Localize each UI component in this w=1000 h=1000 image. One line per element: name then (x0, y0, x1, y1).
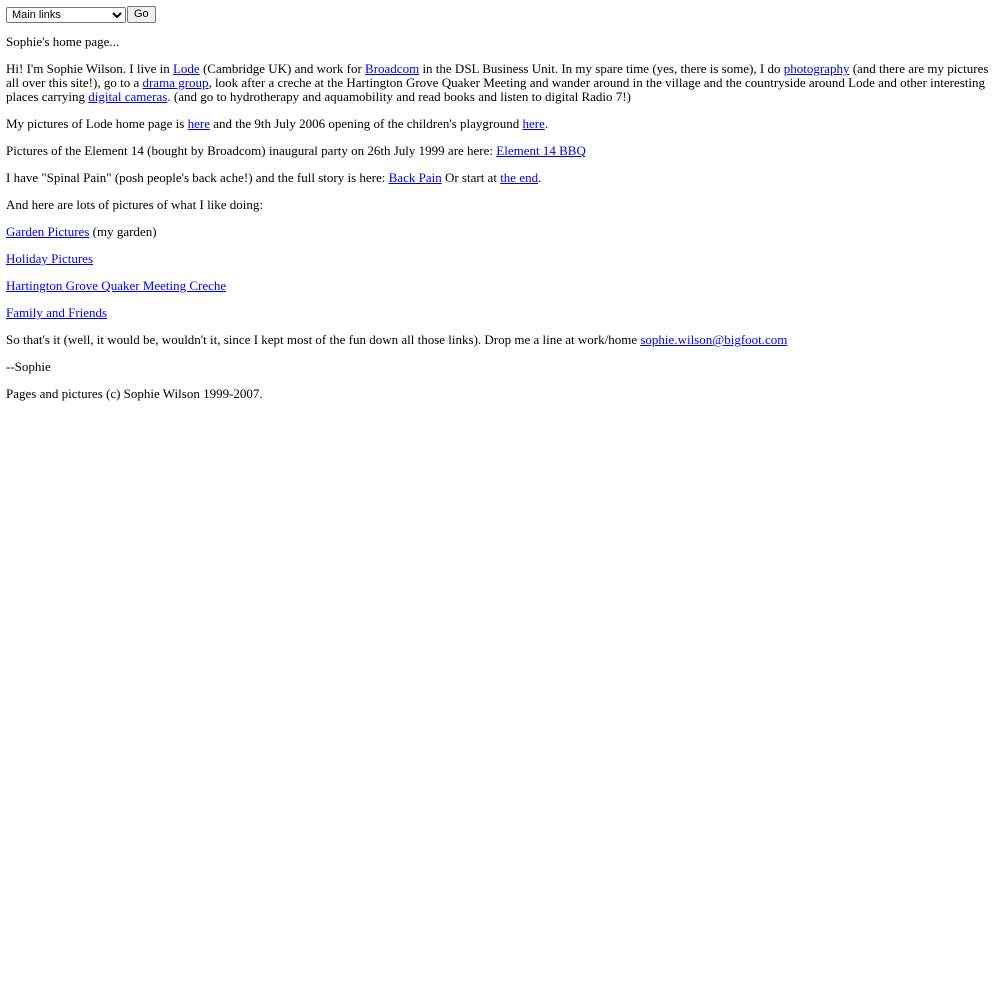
playground-link[interactable]: here (522, 116, 545, 131)
intro-text-5: , look after a creche at the Hartington Grove Quaker Meeting and wander around in the village and the countryside around Lode and other interesting places carrying (6, 75, 986, 104)
copyright: Pages and pictures (c) Sophie Wilson 1999-2007. (6, 386, 263, 401)
lode-link[interactable]: Lode (172, 61, 200, 76)
main-links-form (6, 6, 994, 23)
lode-text-3: . (544, 116, 549, 131)
creche-link[interactable]: Hartington Grove Quaker Meeting Creche (6, 278, 227, 293)
holiday-paragraph (6, 252, 994, 266)
back-pain-text-1: I have "Spinal Pain" (posh people's back ache!) and the full story is here: (6, 170, 389, 185)
creche-paragraph (6, 279, 994, 293)
email-link[interactable]: sophie.wilson@bigfoot.com (640, 332, 788, 347)
drama-group-link[interactable]: drama group (142, 75, 209, 90)
main-links-select[interactable] (6, 7, 126, 23)
signature: --Sophie (6, 359, 51, 374)
family-paragraph (6, 306, 994, 320)
back-pain-text-3: . (538, 170, 542, 185)
go-button[interactable]: Go (127, 6, 156, 23)
intro-text-2: (Cambridge UK) and work for (199, 61, 366, 76)
photography-link[interactable]: photography (783, 61, 850, 76)
holiday-pictures-link[interactable]: Holiday Pictures (6, 251, 94, 266)
closing-text: So that's it (well, it would be, wouldn't it, since I kept most of the fun down all those links). Drop me a line at work/home (6, 332, 641, 347)
element14-bbq-link[interactable]: Element 14 BBQ (496, 143, 586, 158)
intro-paragraph (6, 62, 994, 104)
back-pain-paragraph (6, 171, 994, 185)
element14-paragraph (6, 144, 994, 158)
page-heading: Sophie's home page... (6, 34, 120, 49)
closing-paragraph (6, 333, 994, 347)
lode-pictures-link[interactable]: here (187, 116, 210, 131)
lode-paragraph (6, 117, 994, 131)
lode-text-1: My pictures of Lode home page is (6, 116, 188, 131)
element14-text: Pictures of the Element 14 (bought by Broadcom) inaugural party on 26th July 1999 are here: (6, 143, 497, 158)
intro-text-3: in the DSL Business Unit. In my spare time (yes, there is some), I do (419, 61, 784, 76)
back-pain-link[interactable]: Back Pain (388, 170, 442, 185)
broadcom-link[interactable]: Broadcom (365, 61, 420, 76)
garden-pictures-link[interactable]: Garden Pictures (6, 224, 90, 239)
lode-text-2: and the 9th July 2006 opening of the children's playground (209, 116, 523, 131)
the-end-link[interactable]: the end (500, 170, 539, 185)
intro-text-1: Hi! I'm Sophie Wilson. I live in (6, 61, 173, 76)
garden-suffix: (my garden) (89, 224, 157, 239)
family-friends-link[interactable]: Family and Friends (6, 305, 108, 320)
pictures-intro: And here are lots of pictures of what I like doing: (6, 197, 264, 212)
back-pain-text-2: Or start at (441, 170, 501, 185)
digital-cameras-link[interactable]: digital cameras (88, 89, 168, 104)
intro-text-4: (and there are my pictures all over this site!), go to a (6, 61, 989, 90)
garden-paragraph (6, 225, 994, 239)
intro-text-6: . (and go to hydrotherapy and aquamobility and read books and listen to digital Radio 7!) (167, 89, 631, 104)
